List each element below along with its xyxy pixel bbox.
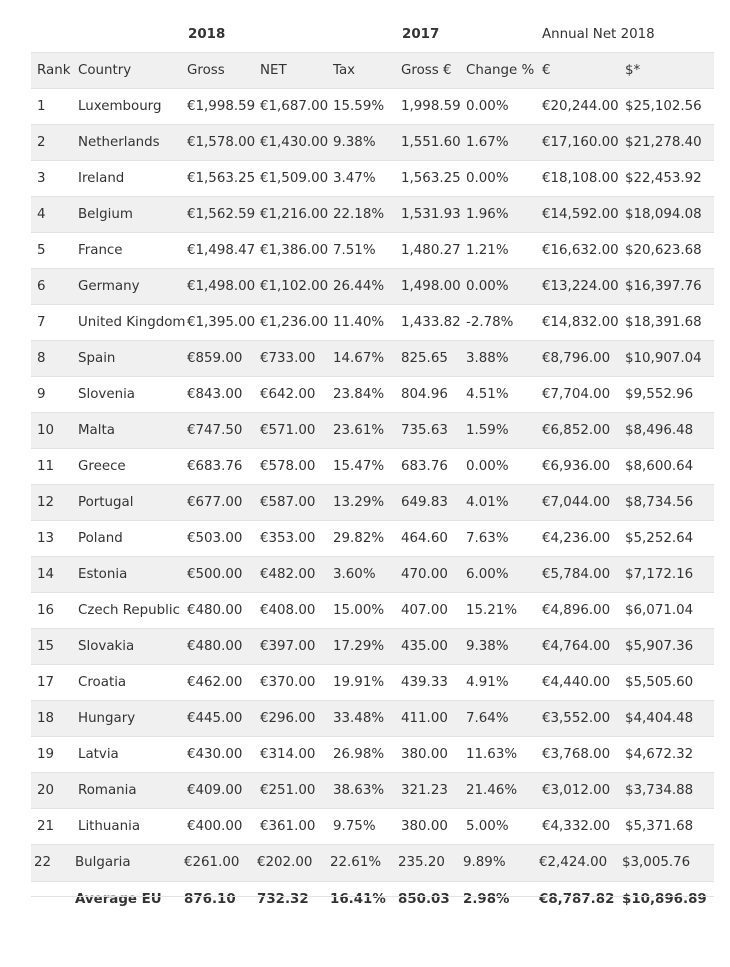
cell-net: €578.00: [260, 459, 316, 474]
cell-rank: 13: [37, 531, 55, 546]
cell-gross: €859.00: [187, 351, 243, 366]
cell-change: 1.96%: [466, 207, 509, 222]
cell-country: Lithuania: [78, 819, 141, 834]
cell-change: 4.51%: [466, 387, 509, 402]
cell-annual-eur: €16,632.00: [542, 243, 619, 258]
cell-net: €361.00: [260, 819, 316, 834]
cell-gross: €480.00: [187, 639, 243, 654]
cell-change: 4.91%: [466, 675, 509, 690]
cell-tax: 29.82%: [333, 531, 385, 546]
cell-tax: 9.38%: [333, 135, 376, 150]
cell-gross: €1,578.00: [187, 135, 256, 150]
cell-annual-eur: €8,796.00: [542, 351, 611, 366]
column-header-gross: Gross: [187, 63, 225, 78]
cell-gross-eur: 380.00: [401, 747, 448, 762]
cell-gross-eur: 1,480.27: [401, 243, 461, 258]
cell-annual-eur: €6,852.00: [542, 423, 611, 438]
cell-net: €1,216.00: [260, 207, 329, 222]
cell-tax: 13.29%: [333, 495, 385, 510]
cell-change: 4.01%: [466, 495, 509, 510]
cell-country: Belgium: [78, 207, 133, 222]
cell-annual-usd: $21,278.40: [625, 135, 702, 150]
average-change: 2.98%: [463, 892, 510, 907]
cell-annual-usd: $8,600.64: [625, 459, 694, 474]
cell-annual-eur: €7,044.00: [542, 495, 611, 510]
cell-gross: €500.00: [187, 567, 243, 582]
cell-change: 0.00%: [466, 171, 509, 186]
cell-gross: €261.00: [184, 855, 240, 870]
cell-change: 0.00%: [466, 99, 509, 114]
cell-country: Romania: [78, 783, 137, 798]
table-row: [31, 412, 714, 448]
column-header-row: [31, 52, 714, 88]
cell-rank: 9: [37, 387, 46, 402]
cell-change: 0.00%: [466, 279, 509, 294]
average-annual-usd: $10,896.89: [622, 892, 707, 907]
cell-net: €314.00: [260, 747, 316, 762]
cell-net: €1,102.00: [260, 279, 329, 294]
cell-change: 1.21%: [466, 243, 509, 258]
cell-gross: €1,562.59: [187, 207, 256, 222]
cell-tax: 9.75%: [333, 819, 376, 834]
cell-tax: 17.29%: [333, 639, 385, 654]
cell-change: 1.59%: [466, 423, 509, 438]
cell-annual-eur: €18,108.00: [542, 171, 619, 186]
cell-gross: €445.00: [187, 711, 243, 726]
cell-net: €353.00: [260, 531, 316, 546]
table-body: [31, 88, 714, 917]
cell-rank: 2: [37, 135, 46, 150]
cell-gross: €843.00: [187, 387, 243, 402]
cell-tax: 38.63%: [333, 783, 385, 798]
cell-country: Slovenia: [78, 387, 135, 402]
table-bottom-border: [31, 896, 714, 897]
cell-net: €296.00: [260, 711, 316, 726]
table-row: [31, 124, 714, 160]
cell-gross-eur: 825.65: [401, 351, 448, 366]
cell-change: 9.38%: [466, 639, 509, 654]
cell-tax: 22.61%: [330, 855, 382, 870]
table-row: [31, 268, 714, 304]
cell-annual-eur: €13,224.00: [542, 279, 619, 294]
cell-gross-eur: 439.33: [401, 675, 448, 690]
cell-rank: 15: [37, 639, 55, 654]
cell-gross: €480.00: [187, 603, 243, 618]
cell-change: 5.00%: [466, 819, 509, 834]
cell-net: €397.00: [260, 639, 316, 654]
cell-country: Latvia: [78, 747, 119, 762]
cell-rank: 10: [37, 423, 55, 438]
cell-rank: 1: [37, 99, 46, 114]
cell-change: 1.67%: [466, 135, 509, 150]
cell-tax: 3.47%: [333, 171, 376, 186]
cell-annual-eur: €5,784.00: [542, 567, 611, 582]
cell-annual-usd: $4,404.48: [625, 711, 694, 726]
cell-gross-eur: 407.00: [401, 603, 448, 618]
cell-gross-eur: 683.76: [401, 459, 448, 474]
cell-rank: 6: [37, 279, 46, 294]
cell-country: Slovakia: [78, 639, 135, 654]
cell-country: Greece: [78, 459, 126, 474]
cell-country: Malta: [78, 423, 115, 438]
cell-change: 0.00%: [466, 459, 509, 474]
cell-gross-eur: 1,433.82: [401, 315, 461, 330]
cell-country: France: [78, 243, 123, 258]
column-header-country: Country: [78, 63, 132, 78]
cell-annual-usd: $5,907.36: [625, 639, 694, 654]
cell-gross-eur: 735.63: [401, 423, 448, 438]
cell-annual-eur: €4,332.00: [542, 819, 611, 834]
cell-tax: 15.47%: [333, 459, 385, 474]
cell-annual-usd: $7,172.16: [625, 567, 694, 582]
cell-net: €1,236.00: [260, 315, 329, 330]
cell-country: Bulgaria: [75, 855, 131, 870]
table-row: [31, 376, 714, 412]
cell-annual-usd: $5,252.64: [625, 531, 694, 546]
cell-change: 3.88%: [466, 351, 509, 366]
average-tax: 16.41%: [330, 892, 386, 907]
column-header-tax: Tax: [333, 63, 356, 78]
cell-annual-usd: $16,397.76: [625, 279, 702, 294]
cell-tax: 19.91%: [333, 675, 385, 690]
cell-country: Croatia: [78, 675, 127, 690]
cell-net: €1,430.00: [260, 135, 329, 150]
cell-rank: 21: [37, 819, 55, 834]
cell-tax: 26.44%: [333, 279, 385, 294]
cell-net: €482.00: [260, 567, 316, 582]
cell-net: €1,509.00: [260, 171, 329, 186]
cell-gross: €683.76: [187, 459, 243, 474]
column-header-rank: Rank: [37, 63, 71, 78]
cell-rank: 17: [37, 675, 55, 690]
salary-table: [31, 17, 714, 917]
cell-annual-usd: $6,071.04: [625, 603, 694, 618]
cell-rank: 12: [37, 495, 55, 510]
cell-rank: 5: [37, 243, 46, 258]
cell-country: Luxembourg: [78, 99, 162, 114]
cell-annual-eur: €14,592.00: [542, 207, 619, 222]
cell-annual-eur: €14,832.00: [542, 315, 619, 330]
cell-annual-eur: €3,768.00: [542, 747, 611, 762]
cell-gross-eur: 1,531.93: [401, 207, 461, 222]
cell-gross: €1,395.00: [187, 315, 256, 330]
cell-annual-eur: €7,704.00: [542, 387, 611, 402]
cell-tax: 11.40%: [333, 315, 385, 330]
cell-gross: €409.00: [187, 783, 243, 798]
cell-annual-usd: $8,496.48: [625, 423, 694, 438]
cell-annual-usd: $8,734.56: [625, 495, 694, 510]
cell-annual-usd: $20,623.68: [625, 243, 702, 258]
cell-net: €370.00: [260, 675, 316, 690]
cell-rank: 18: [37, 711, 55, 726]
cell-net: €408.00: [260, 603, 316, 618]
cell-annual-usd: $18,391.68: [625, 315, 702, 330]
cell-rank: 11: [37, 459, 55, 474]
cell-tax: 15.00%: [333, 603, 385, 618]
table-row: [31, 664, 714, 700]
cell-rank: 19: [37, 747, 55, 762]
cell-gross-eur: 464.60: [401, 531, 448, 546]
table-row: [31, 736, 714, 772]
column-header-annual-usd: $*: [625, 63, 641, 78]
cell-annual-usd: $5,505.60: [625, 675, 694, 690]
average-gross-eur: 850.03: [398, 892, 450, 907]
column-header-gross-eur: Gross €: [401, 63, 452, 78]
cell-country: Netherlands: [78, 135, 160, 150]
table-row: [31, 844, 714, 881]
cell-gross-eur: 1,551.60: [401, 135, 461, 150]
cell-rank: 22: [34, 855, 52, 870]
cell-annual-eur: €20,244.00: [542, 99, 619, 114]
cell-annual-eur: €17,160.00: [542, 135, 619, 150]
cell-tax: 7.51%: [333, 243, 376, 258]
cell-annual-usd: $9,552.96: [625, 387, 694, 402]
table-row: [31, 556, 714, 592]
cell-net: €587.00: [260, 495, 316, 510]
cell-gross-eur: 235.20: [398, 855, 445, 870]
cell-change: 7.63%: [466, 531, 509, 546]
group-header-row: [31, 17, 714, 52]
cell-country: United Kingdom: [78, 315, 186, 330]
cell-annual-usd: $5,371.68: [625, 819, 694, 834]
cell-gross: €430.00: [187, 747, 243, 762]
column-header-annual-eur: €: [542, 63, 551, 78]
cell-annual-eur: €4,236.00: [542, 531, 611, 546]
cell-rank: 8: [37, 351, 46, 366]
group-header-annual-net: Annual Net 2018: [542, 27, 655, 42]
cell-net: €733.00: [260, 351, 316, 366]
table-row: [31, 592, 714, 628]
cell-country: Estonia: [78, 567, 128, 582]
group-header-2017: 2017: [402, 27, 440, 42]
cell-annual-usd: $25,102.56: [625, 99, 702, 114]
cell-annual-usd: $3,005.76: [622, 855, 691, 870]
cell-gross-eur: 411.00: [401, 711, 448, 726]
table-row: [31, 160, 714, 196]
cell-rank: 20: [37, 783, 55, 798]
table-row: [31, 700, 714, 736]
cell-annual-eur: €4,896.00: [542, 603, 611, 618]
table-row: [31, 232, 714, 268]
cell-annual-usd: $10,907.04: [625, 351, 702, 366]
table-row: [31, 628, 714, 664]
cell-net: €202.00: [257, 855, 313, 870]
cell-net: €251.00: [260, 783, 316, 798]
cell-annual-eur: €3,552.00: [542, 711, 611, 726]
table-row: [31, 448, 714, 484]
cell-annual-eur: €6,936.00: [542, 459, 611, 474]
cell-country: Germany: [78, 279, 140, 294]
cell-annual-usd: $18,094.08: [625, 207, 702, 222]
cell-rank: 16: [37, 603, 55, 618]
cell-gross-eur: 804.96: [401, 387, 448, 402]
cell-tax: 23.84%: [333, 387, 385, 402]
cell-annual-usd: $22,453.92: [625, 171, 702, 186]
table-row: [31, 196, 714, 232]
cell-gross: €1,998.59: [187, 99, 256, 114]
cell-tax: 15.59%: [333, 99, 385, 114]
cell-change: 9.89%: [463, 855, 506, 870]
cell-gross: €1,498.00: [187, 279, 256, 294]
cell-change: 6.00%: [466, 567, 509, 582]
average-gross: 876.10: [184, 892, 236, 907]
cell-annual-eur: €4,440.00: [542, 675, 611, 690]
table-row: [31, 484, 714, 520]
cell-net: €1,687.00: [260, 99, 329, 114]
column-header-change: Change %: [466, 63, 535, 78]
table-row: [31, 808, 714, 844]
cell-net: €642.00: [260, 387, 316, 402]
cell-tax: 14.67%: [333, 351, 385, 366]
cell-change: 21.46%: [466, 783, 518, 798]
cell-annual-eur: €4,764.00: [542, 639, 611, 654]
cell-country: Spain: [78, 351, 116, 366]
cell-tax: 23.61%: [333, 423, 385, 438]
cell-annual-usd: $4,672.32: [625, 747, 694, 762]
cell-gross-eur: 1,563.25: [401, 171, 461, 186]
average-annual-eur: €8,787.82: [539, 892, 615, 907]
cell-gross-eur: 1,998.59: [401, 99, 461, 114]
cell-gross: €462.00: [187, 675, 243, 690]
cell-tax: 26.98%: [333, 747, 385, 762]
cell-rank: 7: [37, 315, 46, 330]
cell-gross-eur: 380.00: [401, 819, 448, 834]
cell-net: €1,386.00: [260, 243, 329, 258]
cell-annual-usd: $3,734.88: [625, 783, 694, 798]
table-row: [31, 340, 714, 376]
cell-annual-eur: €3,012.00: [542, 783, 611, 798]
cell-rank: 4: [37, 207, 46, 222]
cell-tax: 22.18%: [333, 207, 385, 222]
cell-gross: €400.00: [187, 819, 243, 834]
cell-annual-eur: €2,424.00: [539, 855, 608, 870]
cell-tax: 3.60%: [333, 567, 376, 582]
cell-country: Poland: [78, 531, 123, 546]
cell-change: 7.64%: [466, 711, 509, 726]
cell-change: -2.78%: [466, 315, 514, 330]
column-header-net: NET: [260, 63, 287, 78]
cell-rank: 3: [37, 171, 46, 186]
average-net: 732.32: [257, 892, 309, 907]
cell-country: Portugal: [78, 495, 134, 510]
cell-gross: €1,498.47: [187, 243, 256, 258]
group-header-2018: 2018: [188, 27, 226, 42]
table-row: [31, 88, 714, 124]
cell-change: 15.21%: [466, 603, 518, 618]
cell-gross: €1,563.25: [187, 171, 256, 186]
average-country: Average EU: [75, 892, 162, 907]
cell-rank: 14: [37, 567, 55, 582]
cell-gross-eur: 649.83: [401, 495, 448, 510]
cell-change: 11.63%: [466, 747, 518, 762]
table-row: [31, 520, 714, 556]
cell-country: Hungary: [78, 711, 136, 726]
table-row: [31, 772, 714, 808]
table-row: [31, 304, 714, 340]
cell-gross-eur: 1,498.00: [401, 279, 461, 294]
cell-country: Czech Republic: [78, 603, 180, 618]
cell-gross-eur: 470.00: [401, 567, 448, 582]
cell-net: €571.00: [260, 423, 316, 438]
cell-gross-eur: 321.23: [401, 783, 448, 798]
cell-country: Ireland: [78, 171, 125, 186]
cell-tax: 33.48%: [333, 711, 385, 726]
average-row: [31, 881, 714, 917]
cell-gross: €503.00: [187, 531, 243, 546]
cell-gross-eur: 435.00: [401, 639, 448, 654]
cell-gross: €677.00: [187, 495, 243, 510]
cell-gross: €747.50: [187, 423, 243, 438]
